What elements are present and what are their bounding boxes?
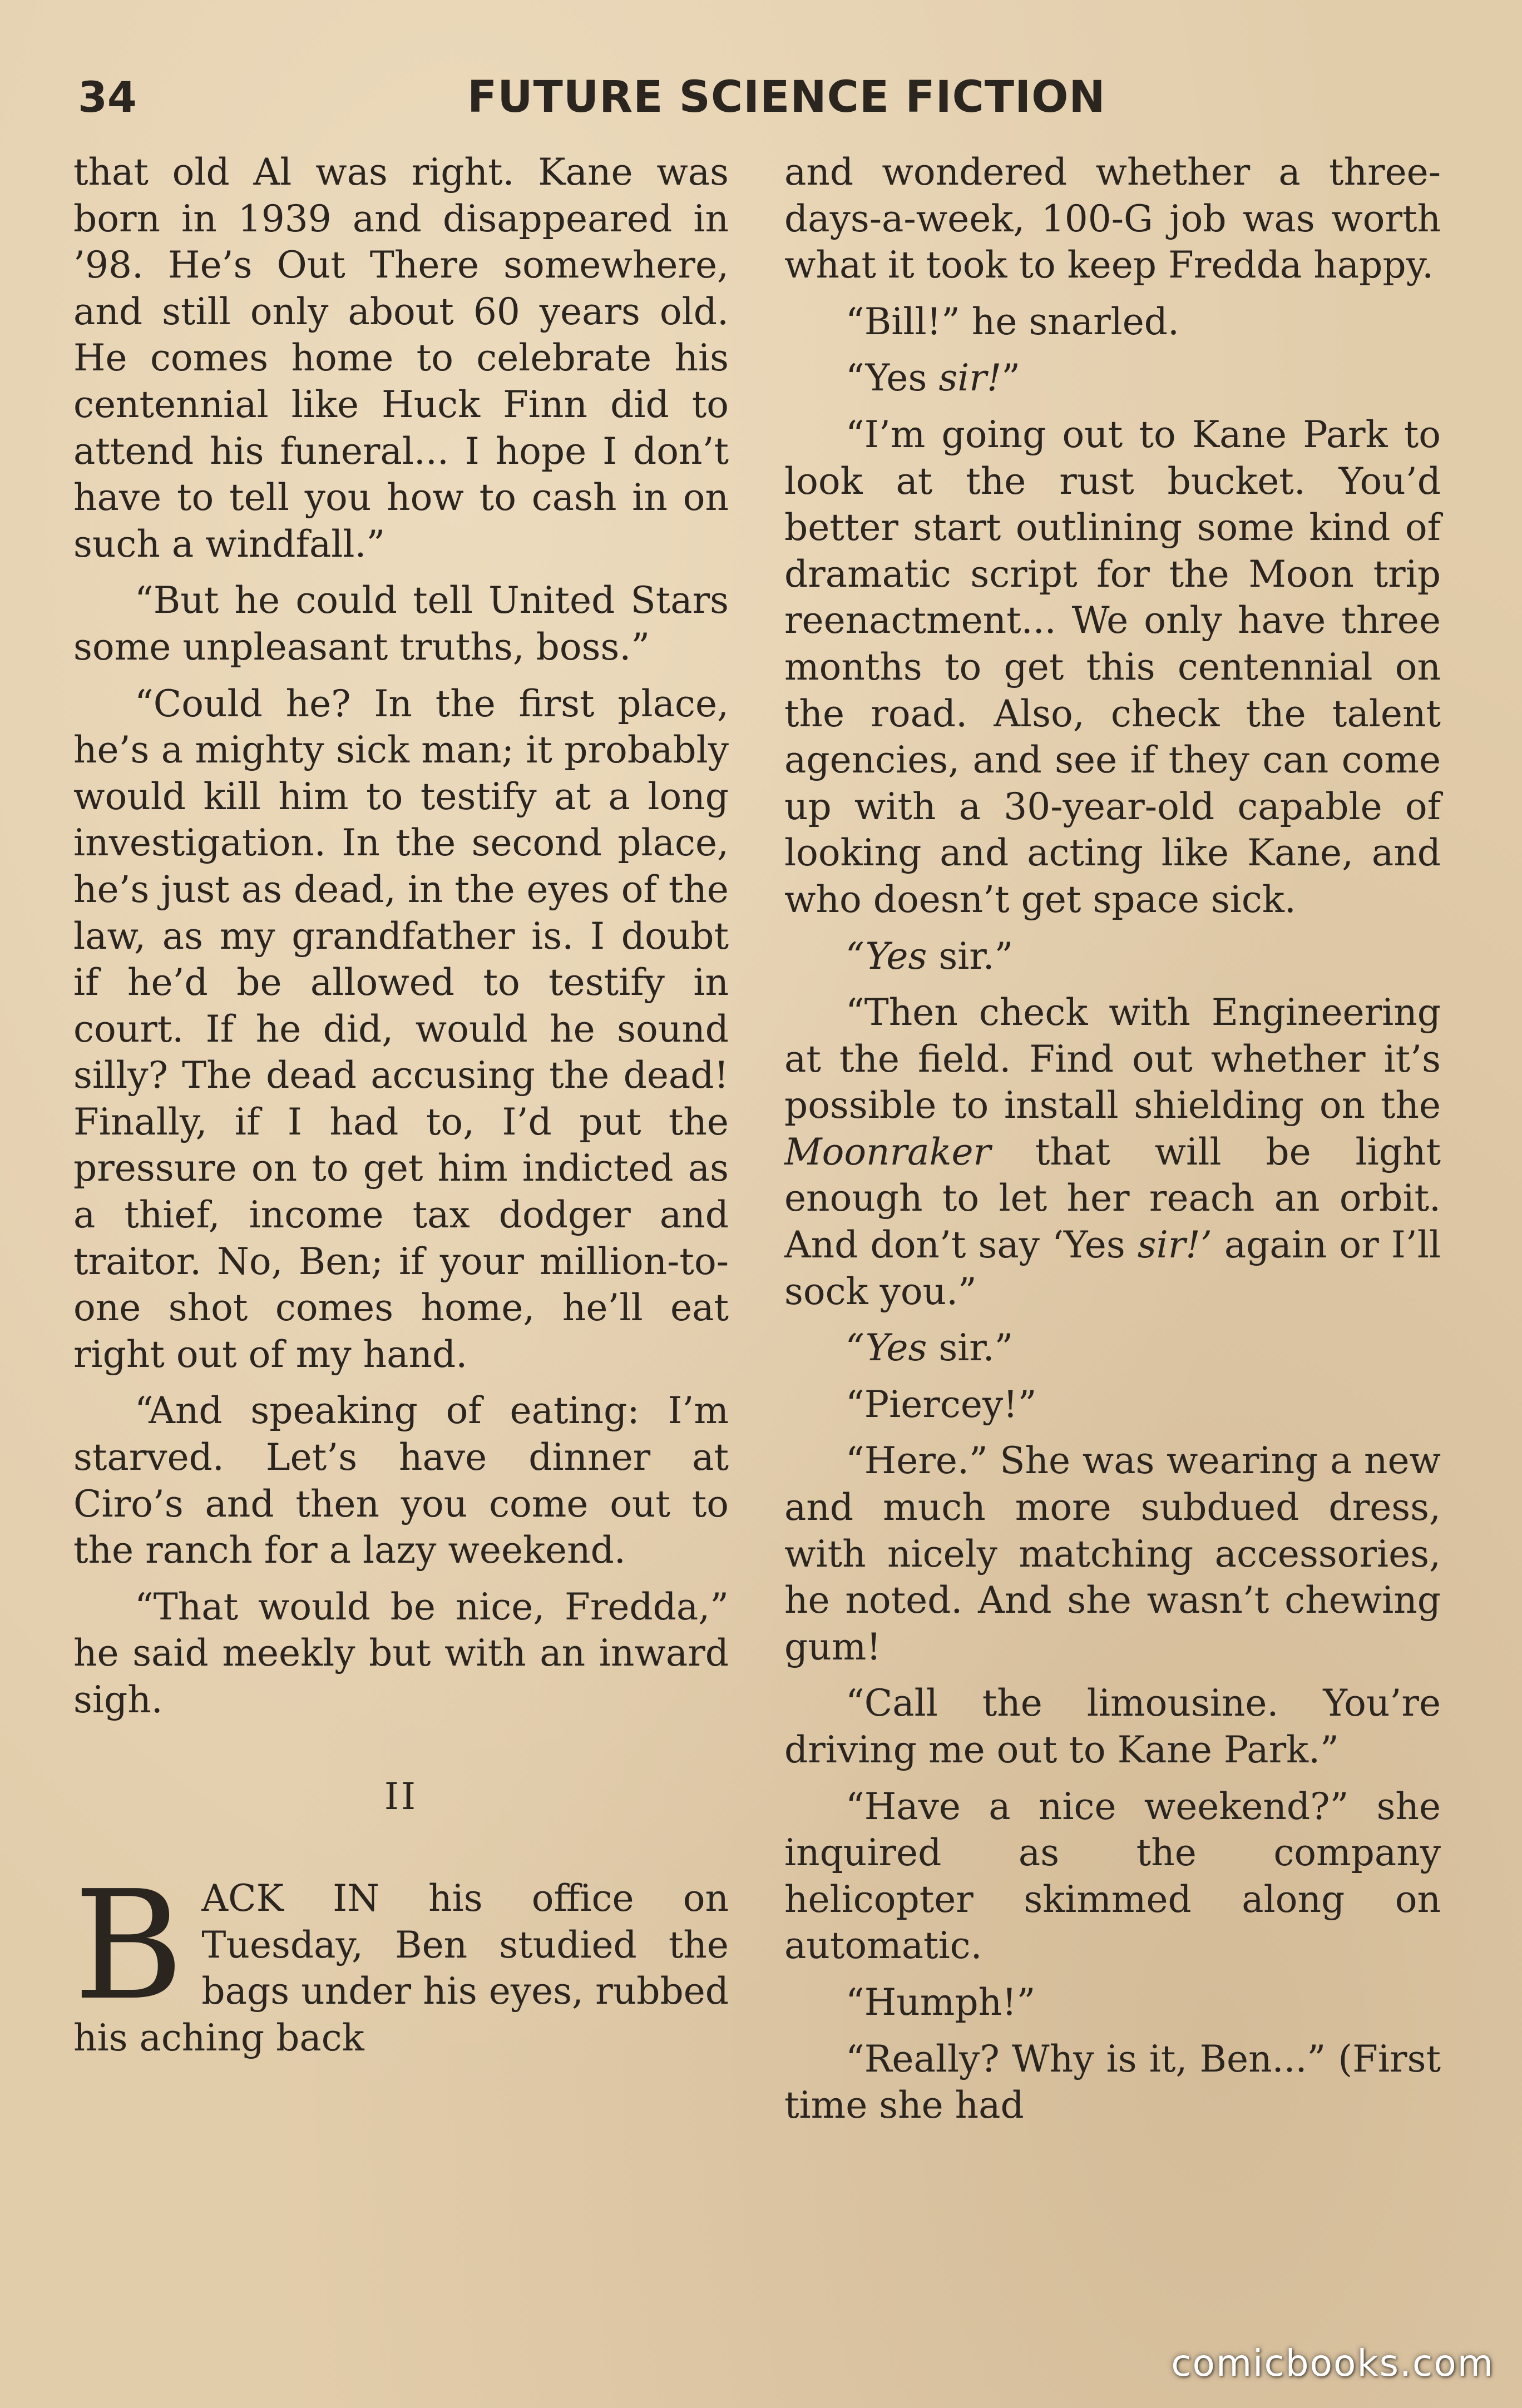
emphasis: sir!’: [1137, 1223, 1212, 1267]
text: sir.”: [927, 1326, 1014, 1370]
magazine-title: FUTURE SCIENCE FICTION: [467, 72, 1106, 122]
paragraph: “That would be nice, Fredda,” he said meekly but with an inward sigh.: [73, 1585, 729, 1721]
text: ”: [1001, 356, 1021, 400]
drop-cap-letter: B: [73, 1858, 184, 2034]
emphasis: “Yes: [846, 1326, 927, 1370]
right-column: [784, 149, 1441, 2139]
paragraph: [784, 933, 1441, 980]
paragraph: [784, 1325, 1441, 1371]
paragraph: “Really? Why is it, Ben...” (First time she had: [784, 2037, 1441, 2127]
watermark: comicbooks.com: [1171, 2342, 1494, 2385]
text: “Yes: [846, 356, 939, 400]
paragraph: “But he could tell United Stars some unpleasant truths, boss.”: [73, 579, 729, 668]
paragraph: “Here.” She was wearing a new and much more subdued dress, with nicely matching accessories, he noted. And she wasn’t chewing gum!: [784, 1439, 1441, 1668]
paragraph: “Have a nice weekend?” she inquired as the company helicopter skimmed along on automatic.: [784, 1785, 1441, 1968]
paragraph: [784, 355, 1441, 402]
page-header: [78, 72, 1446, 133]
emphasis: Moonraker: [784, 1130, 991, 1173]
text: that will be light enough to let her reach an orbit. And don’t say ‘Yes: [784, 1130, 1441, 1267]
paragraph: [784, 989, 1441, 1315]
paragraph-text: ACK IN his office on Tuesday, Ben studied the bags under his eyes, rubbed his aching back: [73, 1877, 729, 2059]
dropcap-paragraph: [73, 1858, 729, 2061]
paragraph: “Humph!”: [846, 1980, 1036, 2024]
paragraph: “Piercey!”: [846, 1383, 1037, 1426]
page-number: 34: [78, 72, 137, 122]
section-numeral: II: [384, 1775, 418, 1818]
emphasis: “Yes: [846, 934, 927, 978]
paragraph: “And speaking of eating: I’m starved. Let’s have dinner at Ciro’s and then you come out to the ranch for a lazy weekend.: [73, 1389, 729, 1572]
text: again or I’ll sock you.”: [784, 1223, 1441, 1313]
left-column: [73, 149, 729, 2072]
paragraph: that old Al was right. Kane was born in 1939 and disappeared in ’98. He’s Out There somewhere, and still only about 60 years old. He comes home to celebrate his centennial like Huck Finn did to attend his funeral... I hope I don’t have to tell you how to cash in on such a windfall.”: [73, 151, 729, 566]
paragraph: and wondered whether a three-days-a-week, 100-G job was worth what it took to keep Fredda happy.: [784, 151, 1441, 287]
text: sir.”: [927, 934, 1014, 978]
paragraph: “Could he? In the first place, he’s a mighty sick man; it probably would kill him to testify at a long investigation. In the second place, he’s just as dead, in the eyes of the law, as my grandfather is. I doubt if he’d be allowed to testify in court. If he did, would he sound silly? The dead accusing the dead! Finally, if I had to, I’d put the pressure on to get him indicted as a thief, income tax dodger and traitor. No, Ben; if your million-to-one shot comes home, he’ll eat right out of my hand.: [73, 682, 729, 1376]
paragraph: “Bill!” he snarled.: [846, 300, 1180, 343]
paragraph: “Call the limousine. You’re driving me out to Kane Park.”: [784, 1682, 1441, 1771]
text: “Then check with Engineering at the field. Find out whether it’s possible to install shielding on the: [784, 991, 1441, 1127]
emphasis: sir!: [938, 356, 1002, 400]
paragraph: “I’m going out to Kane Park to look at the rust bucket. You’d better start outlining some kind of dramatic script for the Moon trip reenactment... We only have three months to get this centennial on the road. Also, check the talent agencies, and see if they can come up with a 30-year-old capable of looking and acting like Kane, and who doesn’t get space sick.: [784, 413, 1441, 921]
